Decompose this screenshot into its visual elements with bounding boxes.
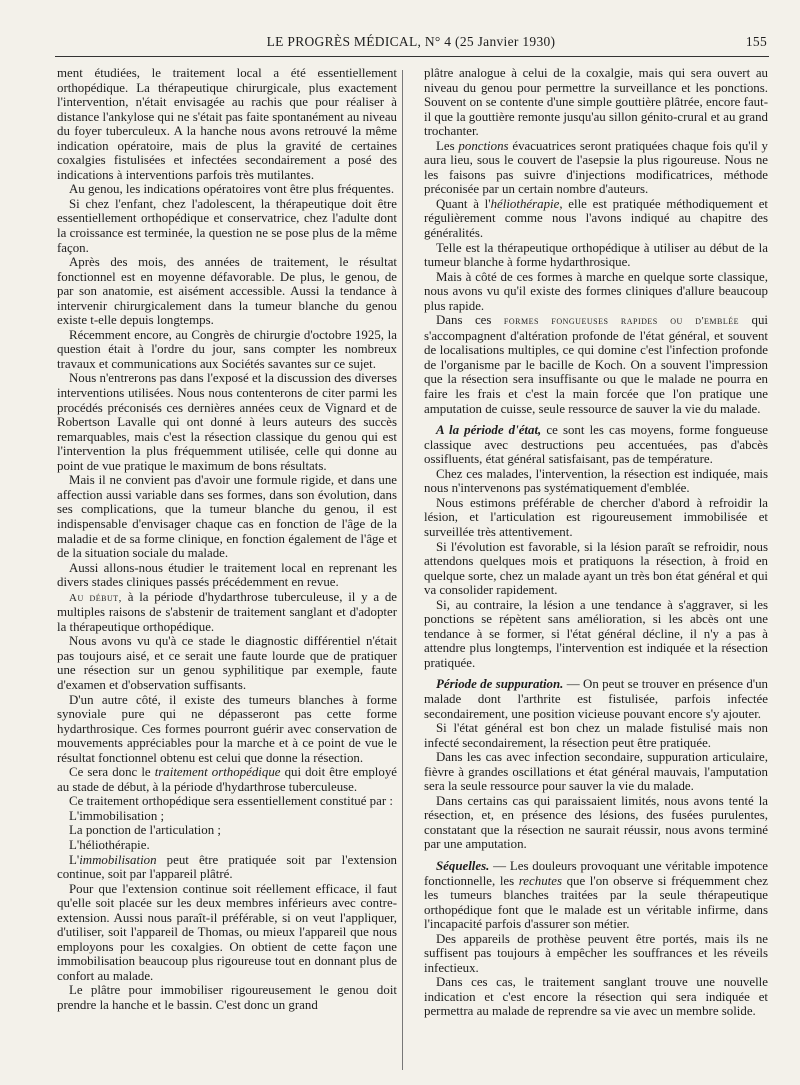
paragraph: Si, au contraire, la lésion a une tendance à s'aggraver, si les ponctions se répètent sans amélioration, si les abcès ont une tendance à se former, si l'état général décline, il n'y a pas à attendre plus longtemps, l'intervention est indiquée et la résection pratiquée. xyxy=(424,597,768,670)
paragraph: Récemment encore, au Congrès de chirurgie d'octobre 1925, la question était à l'ordre du jour, sans compter les nombreux travaux et communications aux Sociétés savantes sur ce sujet. xyxy=(57,327,397,371)
paragraph: Chez ces malades, l'intervention, la résection est indiquée, mais nous n'intervenons pas systématiquement d'emblée. xyxy=(424,466,768,496)
text-run: peut être pratiquée soit par l'extension continue, soit par l'appareil plâtré. xyxy=(57,852,397,882)
paragraph xyxy=(424,677,768,721)
paragraph: Au genou, les indications opératoires vont être plus fréquentes. xyxy=(69,182,395,197)
paragraph: Si chez l'enfant, chez l'adolescent, la thérapeutique doit être essentiellement orthopédique et conservatrice, chez l'adulte dont la croissance est terminée, la question ne se pose plus de la même façon. xyxy=(57,196,397,255)
paragraph-text: ce sont les cas moyens, forme fongueuse classique avec destructions peu accentuées, pas d'abcès ossifluents, état général satisfaisant, pas de température. xyxy=(424,423,768,467)
list-item: L'héliothérapie. xyxy=(69,837,150,852)
paragraph: Mais il ne convient pas d'avoir une formule rigide, et dans une affection aussi variable dans ses formes, dans son évolution, dans ses complications, que la tumeur blanche du genou, il est indispensable d'envisager chaque cas en fonction de l'âge de la maladie et de sa forme clinique, en fonction également de l'âge et de la situation sociale du malade. xyxy=(57,473,397,561)
paragraph: Dans certains cas qui paraissaient limités, nous avons tenté la résection, et, en présence des lésions, des fusées purulentes, constatant que la résection ne saurait réussir, nous avons terminé par une amputation. xyxy=(424,793,768,852)
paragraph: Aussi allons-nous étudier le traitement local en reprenant les divers stades cliniques passés précédemment en revue. xyxy=(57,560,397,590)
text-run: Quant à l' xyxy=(436,196,491,211)
text-run: qui s'accompagnent d'altération profonde de l'état général, et souvent de localisations multiples, ce qui domine c'est l'infection profonde de l'organisme par le bacille de Koch. On a souvent l'impression que la résection sera insuffisante ou que le malade ne pourra en faire les frais et c'est la main forcée que l'on pratique une amputation de cuisse, seule ressource de sauver la vie du malade. xyxy=(424,313,768,416)
paragraph-text: — On peut se trouver en présence d'un malade dont l'arthrite est fistulisée, parfois infectée secondairement, une position vicieuse pouvant encore s'y ajouter. xyxy=(424,677,768,721)
right-column xyxy=(424,66,768,1019)
paragraph: plâtre analogue à celui de la coxalgie, mais qui sera ouvert au niveau du genou pour permettre la surveillance et les ponctions. Souvent on se contente d'une simple gouttière plâtrée, encore faut-il que la gouttière remonte jusqu'au sillon génito-crural et au grand trochanter. xyxy=(424,66,768,139)
text-run: Ce sera donc le xyxy=(69,765,155,780)
text-run: , elle est pratiquée méthodiquement et régulièrement comme nous l'avons indiqué au chapitre des généralités. xyxy=(424,196,769,241)
text-run: — Les douleurs provoquant une véritable impotence fonctionnelle, les xyxy=(424,858,768,888)
header-rule xyxy=(55,56,769,57)
paragraph xyxy=(424,139,768,197)
text-run: Les xyxy=(436,138,459,153)
left-column xyxy=(57,66,397,1013)
running-header xyxy=(55,34,767,54)
text-run: L' xyxy=(69,852,80,867)
paragraph xyxy=(57,765,397,794)
text-run: que l'on observe si fréquemment chez les tumeurs blanches traitées par la seule thérapeutique orthopédique font que le malade est un véritable infirme, dans l'incapacité parfois d'assurer son métier. xyxy=(424,873,769,932)
italic-term: ponctions xyxy=(458,138,509,153)
paragraph: Le plâtre pour immobiliser rigoureusement le genou doit prendre la hanche et le bassin. C'est donc un grand xyxy=(57,983,397,1012)
section-lead: Au début, xyxy=(69,591,122,604)
paragraph-text: à la période d'hydarthrose tuberculeuse, il y a de multiples raisons de s'abstenir de traitement sanglant et d'adopter la thérapeutique orthopédique. xyxy=(57,589,397,634)
paragraph: Telle est la thérapeutique orthopédique à utiliser au début de la tumeur blanche à forme hydarthrosique. xyxy=(424,240,768,270)
column-separator xyxy=(402,70,403,1070)
italic-term: immobilisation xyxy=(79,852,157,867)
italic-term: rechutes xyxy=(518,873,562,888)
paragraph: Ce traitement orthopédique sera essentiellement constitué par : xyxy=(69,794,393,809)
paragraph: Nous avons vu qu'à ce stade le diagnostic différentiel n'était pas toujours aisé, et ce serait une faute lourde que de pratiquer une résection sur un genou syphilitique par exemple, faute d'examen et d'observation suffisants. xyxy=(57,634,397,692)
paragraph: D'un autre côté, il existe des tumeurs blanches à forme synoviale pure qui ne dépasseront pas cette forme hydarthrosique. Ces formes pourront guérir avec conservation de mouvements appréciables pour la marche et à ce point de vue le résultat fonctionnel obtenu est celui que donne la résection. xyxy=(57,692,397,765)
paragraph: Des appareils de prothèse peuvent être portés, mais ils ne suffisent pas toujours à empêcher les souffrances et les réveils infectieux. xyxy=(424,931,768,975)
section-lead: Période de suppuration. xyxy=(436,677,564,692)
paragraph xyxy=(57,853,397,882)
journal-title: LE PROGRÈS MÉDICAL, N° 4 (25 Janvier 1930) xyxy=(266,34,556,49)
paragraph: Nous estimons préférable de chercher d'abord à refroidir la lésion, et l'articulation est rigoureusement immobilisée et surveillée très attentivement. xyxy=(424,495,768,539)
section-lead: A la période d'état, xyxy=(436,423,542,438)
paragraph: Si l'état général est bon chez un malade fistulisé mais non infecté secondairement, la résection peut être pratiquée. xyxy=(424,721,768,750)
list-item: La ponction de l'articulation ; xyxy=(69,823,221,838)
paragraph: ment étudiées, le traitement local a été essentiellement orthopédique. La thérapeutique chirurgicale, plus exactement l'intervention, n'était envisagée au rachis que pour réaliser à distance l'ankylose qui ne s'était pas faite spontanément au niveau du foyer tuberculeux. A la hanche nous avons retrouvé la même indication opératoire, mais de plus la gravité de certaines coxalgies fistulisées et infectées secondairement a posé des indications à interventions parfois très mutilantes. xyxy=(57,66,397,182)
paragraph xyxy=(424,423,768,467)
paragraph xyxy=(424,859,768,932)
section-lead: Séquelles. xyxy=(436,858,490,873)
italic-term: traitement orthopédique xyxy=(154,765,281,780)
paragraph: Dans les cas avec infection secondaire, suppuration articulaire, fièvre à grandes oscillations et état général mauvais, l'amputation sera la seule ressource pour sauver la vie du malade. xyxy=(424,750,768,794)
text-run: Dans ces xyxy=(436,313,504,328)
paragraph: Dans ces cas, le traitement sanglant trouve une nouvelle indication et c'est encore la résection qui sera indiquée et permettra au malade de reprendre sa vie avec un membre solide. xyxy=(424,975,768,1019)
paragraph: Mais à côté de ces formes à marche en quelque sorte classique, nous avons vu qu'il existe des formes cliniques d'allure beaucoup plus rapide. xyxy=(424,269,768,313)
paragraph xyxy=(424,197,768,241)
paragraph: Nous n'entrerons pas dans l'exposé et la discussion des diverses interventions utilisées. Nous nous contenterons de citer parmi les procédés préconisés ces dernières années ceux de Vignard et de Robertson Lavalle qui ont donné à leurs auteurs des succès remarquables, mais c'est la résection classique du genou qui est l'intervention la plus fréquemment utilisée, celle qui donne au point de vue pratique le maximum de bons résultats. xyxy=(57,371,397,473)
small-caps-term: formes fongueuses rapides ou d'emblée xyxy=(503,315,740,328)
paragraph xyxy=(424,313,768,416)
page-number: 155 xyxy=(745,34,767,49)
text-run: évacuatrices seront pratiquées chaque fois qu'il y aura lieu, sous le couvert de l'asepsie la plus rigoureuse. Nous ne les faisons pas suivre d'injections modificatrices, méthode préconisée par un certain nombre d'auteurs. xyxy=(424,138,768,197)
paragraph: Pour que l'extension continue soit réellement efficace, il faut qu'elle soit placée sur les deux membres inférieurs avec contre-extension. Aussi nous paraît-il préférable, si on veut l'appliquer, d'utiliser, soit l'appareil de Thomas, ou mieux l'appareil que nous employons pour les coxalgies. On obtient de cette façon une immobilisation beaucoup plus rigoureuse tout en donnant plus de confort au malade. xyxy=(57,881,397,983)
list-item: L'immobilisation ; xyxy=(69,808,165,823)
italic-term: héliothérapie xyxy=(490,196,560,211)
text-run: qui doit être employé au stade de début, à la période d'hydarthrose tuberculeuse. xyxy=(57,765,397,794)
paragraph: Si l'évolution est favorable, si la lésion paraît se refroidir, nous attendons quelques mois et pratiquons la résection, à froid en quelque sorte, chez un malade ayant un très bon état général et qui va consolider rapidement. xyxy=(424,539,768,598)
paragraph: Après des mois, des années de traitement, le résultat fonctionnel est en moyenne défavorable. De plus, le genou, de par son anatomie, est aisément accessible. Aussi la tendance à intervenir chirurgicalement dans la tumeur blanche du genou existe t-elle depuis longtemps. xyxy=(57,255,397,328)
paragraph xyxy=(57,590,397,635)
